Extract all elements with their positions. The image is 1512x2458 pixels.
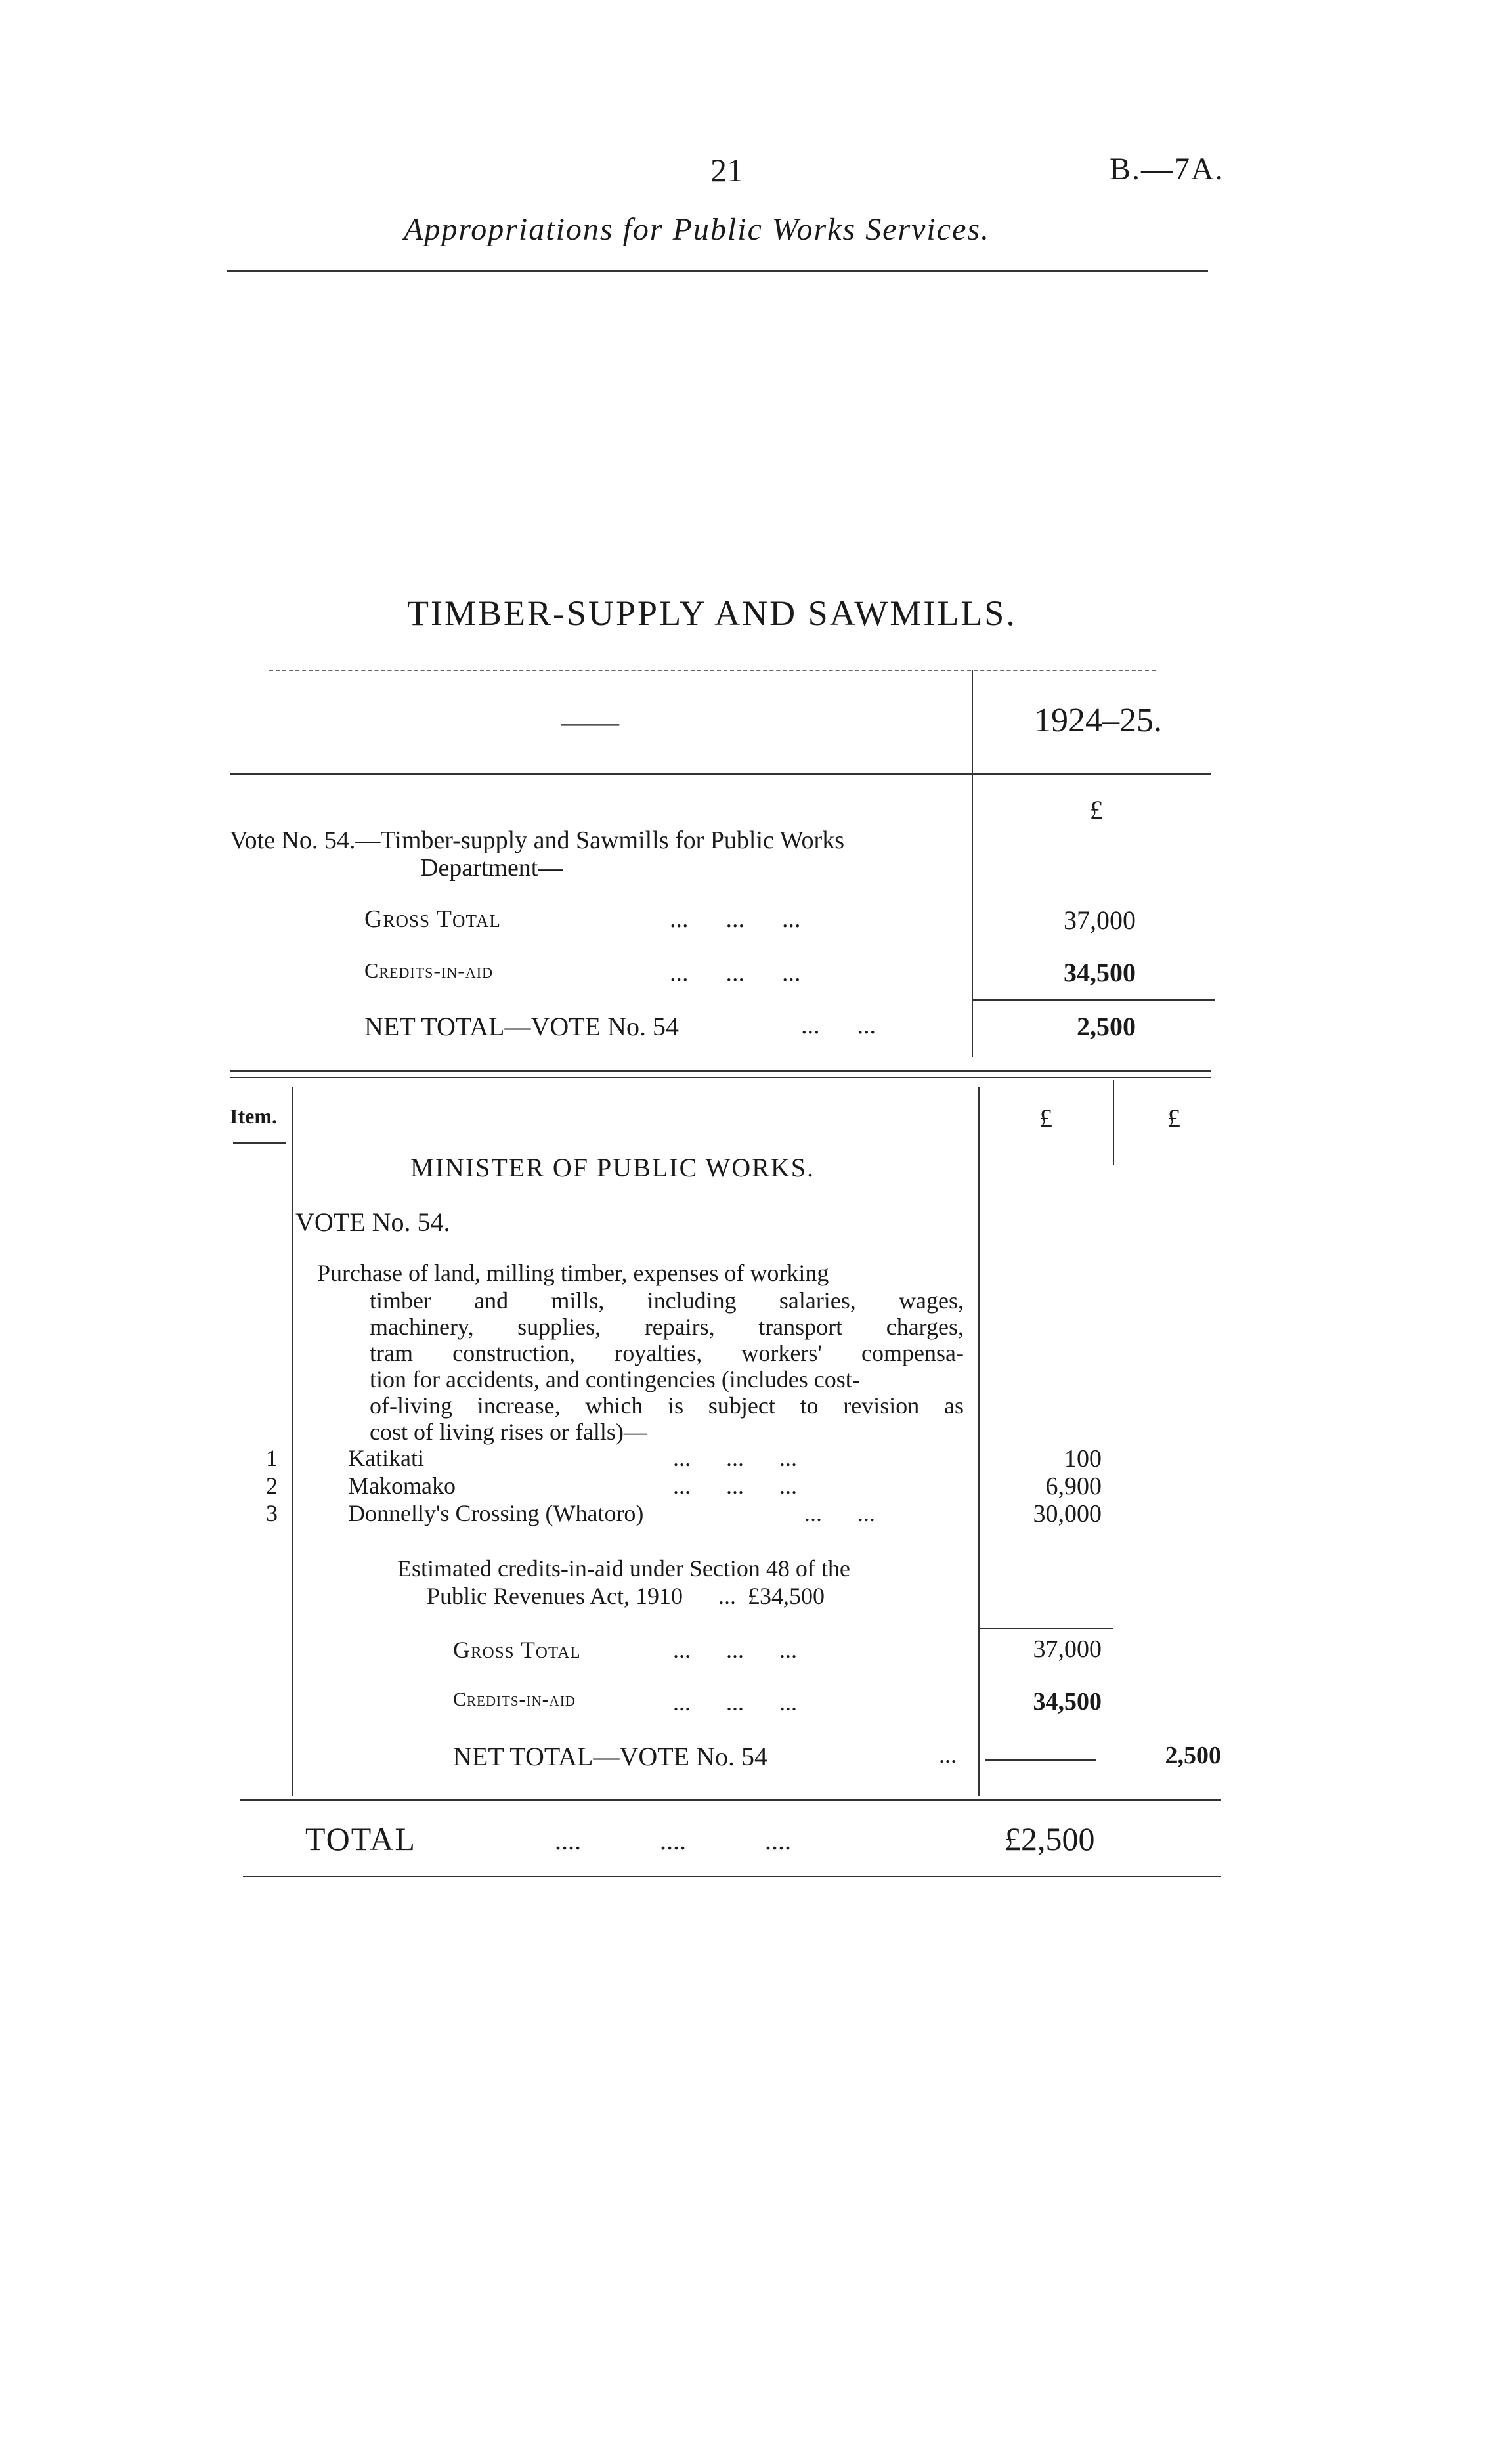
detail-credits-value: 34,500 xyxy=(1033,1688,1102,1715)
summary-net-label: NET TOTAL—VOTE No. 54 xyxy=(364,1012,679,1041)
summary-gross-value: 37,000 xyxy=(1064,905,1136,935)
grand-total-label: TOTAL xyxy=(305,1821,416,1857)
summary-credits-dots: ... ... ... xyxy=(670,959,801,987)
header-rule xyxy=(227,270,1208,272)
detail-currency-2: £ xyxy=(1167,1104,1180,1133)
summary-bottom-rule-2 xyxy=(230,1077,1211,1078)
estimated-credits-line1: Estimated credits-in-aid under Section 48 of the xyxy=(397,1555,850,1582)
grand-total-bottom-rule xyxy=(243,1876,1221,1877)
item-value: 30,000 xyxy=(1033,1500,1102,1528)
description-line: Purchase of land, milling timber, expenses of working xyxy=(317,1260,829,1286)
item-number: 1 xyxy=(266,1445,278,1471)
summary-net-dots: ... ... xyxy=(801,1012,876,1039)
detail-net-value: 2,500 xyxy=(1165,1742,1221,1769)
detail-credits-label: Credits-in-aid xyxy=(453,1689,576,1710)
page-number: 21 xyxy=(710,152,743,188)
description-line: of-living increase, which is subject to revision as xyxy=(370,1392,964,1419)
description-line: machinery, supplies, repairs, transport charges, xyxy=(370,1314,964,1340)
vote-heading: VOTE No. 54. xyxy=(295,1207,450,1237)
detail-col1-divider xyxy=(978,1087,980,1796)
summary-credits-rule xyxy=(972,999,1215,1001)
section-title: TIMBER-SUPPLY AND SAWMILLS. xyxy=(407,593,1017,633)
detail-gross-value: 37,000 xyxy=(1033,1635,1102,1663)
detail-gross-dots: ... ... ... xyxy=(673,1637,797,1663)
summary-gross-label: Gross Total xyxy=(364,905,501,933)
detail-currency-1: £ xyxy=(1039,1104,1052,1133)
grand-total-dots: .... .... .... xyxy=(555,1826,791,1855)
item-name: Donnelly's Crossing (Whatoro) xyxy=(348,1500,644,1526)
item-number: 2 xyxy=(266,1473,278,1499)
description-line: timber and mills, including salaries, wages, xyxy=(370,1287,964,1314)
detail-subtotal-rule xyxy=(978,1628,1113,1629)
summary-net-value: 2,500 xyxy=(1077,1012,1136,1041)
detail-net-rule xyxy=(985,1759,1096,1761)
item-header: Item. xyxy=(230,1104,277,1128)
grand-total-value: £2,500 xyxy=(1004,1821,1095,1857)
summary-col-dash: —— xyxy=(561,706,619,739)
running-title: Appropriations for Public Works Services. xyxy=(404,212,991,247)
item-number: 3 xyxy=(266,1500,278,1526)
minister-heading: MINISTER OF PUBLIC WORKS. xyxy=(410,1153,815,1182)
summary-vote-line2: Department— xyxy=(420,854,563,882)
summary-bottom-rule-1 xyxy=(230,1070,1211,1072)
item-name: Katikati xyxy=(348,1445,424,1471)
item-name: Makomako xyxy=(348,1473,456,1499)
description-line: cost of living rises or falls)— xyxy=(370,1419,647,1445)
item-dots: ... ... ... xyxy=(673,1445,797,1471)
detail-net-label: NET TOTAL—VOTE No. 54 xyxy=(453,1742,767,1771)
detail-credits-dots: ... ... ... xyxy=(673,1689,797,1715)
summary-credits-label: Credits-in-aid xyxy=(364,959,493,982)
detail-col2-divider xyxy=(1113,1080,1114,1165)
description-line: tion for accidents, and contingencies (includes cost- xyxy=(370,1366,860,1392)
summary-currency: £ xyxy=(1090,795,1103,825)
item-value: 6,900 xyxy=(1045,1473,1102,1500)
detail-net-dots: ... xyxy=(939,1742,957,1768)
grand-total-top-rule xyxy=(240,1799,1221,1801)
description-line: tram construction, royalties, workers' compensa- xyxy=(370,1340,964,1366)
summary-header-rule xyxy=(230,773,1211,775)
detail-item-divider xyxy=(292,1087,293,1796)
detail-gross-label: Gross Total xyxy=(453,1637,581,1663)
summary-gross-dots: ... ... ... xyxy=(670,905,801,933)
summary-credits-value: 34,500 xyxy=(1064,958,1136,987)
item-header-rule xyxy=(233,1142,286,1144)
summary-top-rule xyxy=(269,670,1156,671)
item-dots: ... ... ... xyxy=(673,1473,797,1499)
item-dots: ... ... xyxy=(804,1500,875,1526)
item-value: 100 xyxy=(1064,1445,1102,1473)
summary-col-year: 1924–25. xyxy=(1034,702,1162,739)
document-reference: B.—7A. xyxy=(1110,152,1224,186)
estimated-credits-line2: Public Revenues Act, 1910 ... £34,500 xyxy=(427,1583,825,1609)
summary-vote-line1: Vote No. 54.—Timber-supply and Sawmills for Public Works xyxy=(230,827,844,854)
